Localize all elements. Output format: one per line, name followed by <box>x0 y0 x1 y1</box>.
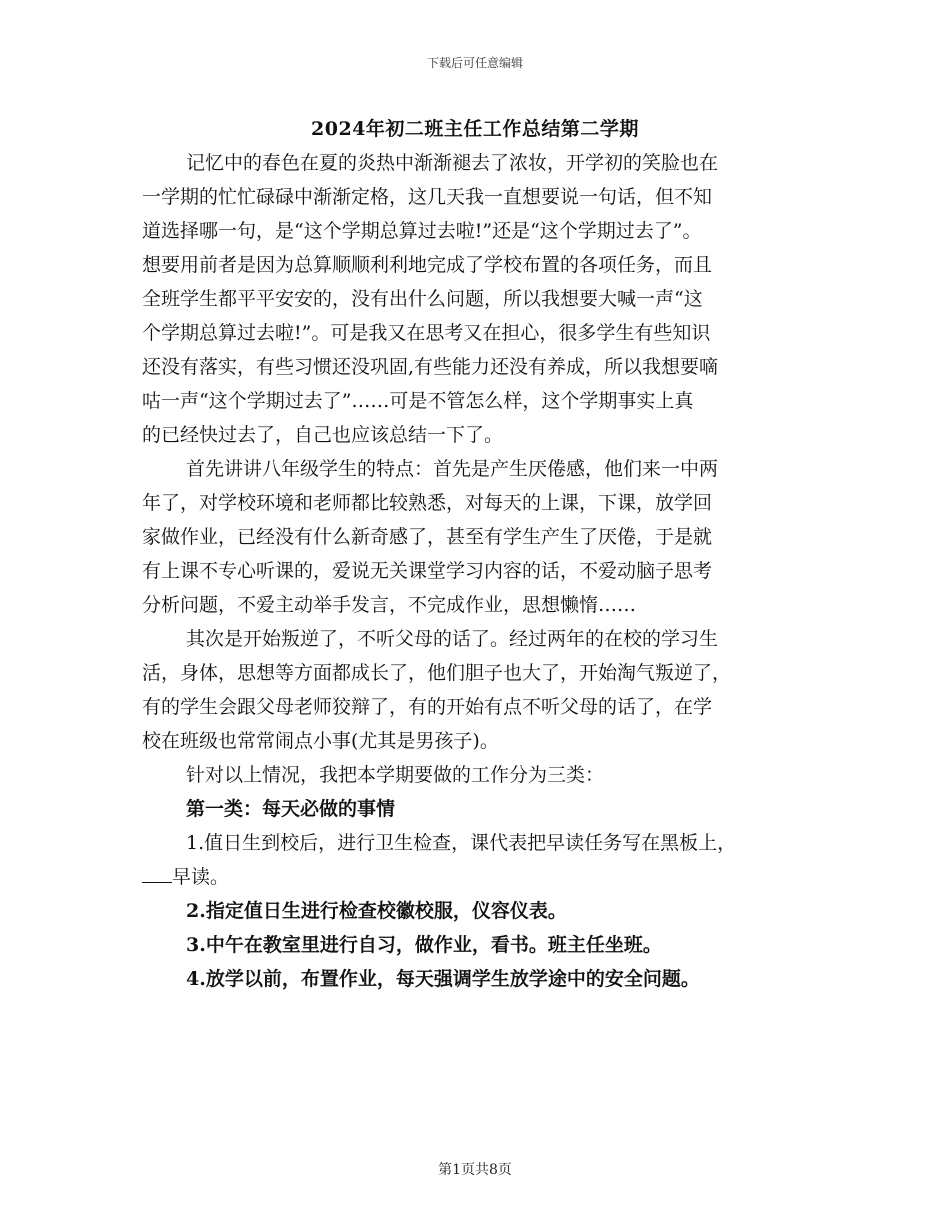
paragraph-line: 首先讲讲八年级学生的特点：首先是产生厌倦感，他们来一中两 <box>186 458 719 480</box>
paragraph-line: 道选择哪一句，是“这个学期总算过去啦!”还是“这个学期过去了”。 <box>142 220 702 242</box>
list-item-text: 早读。 <box>172 866 230 888</box>
paragraph-line: 的已经快过去了，自己也应该总结一下了。 <box>142 424 504 446</box>
list-item: 3.中午在教室里进行自习，做作业，看书。班主任坐班。 <box>186 934 662 956</box>
document-body <box>142 146 814 996</box>
section-heading: 第一类：每天必做的事情 <box>186 798 396 820</box>
paragraph-line: 咕一声“这个学期过去了”……可是不管怎么样，这个学期事实上真 <box>142 390 694 412</box>
paragraph-line: 记忆中的春色在夏的炎热中渐渐褪去了浓妆，开学初的笑脸也在 <box>186 152 719 174</box>
document-title: 2024年初二班主任工作总结第二学期 <box>311 118 639 140</box>
paragraph-line: 活，身体，思想等方面都成长了，他们胆子也大了，开始淘气叛逆了， <box>142 662 732 684</box>
paragraph-line: 分析问题，不爱主动举手发言，不完成作业，思想懒惰…… <box>142 594 637 616</box>
list-item: 4.放学以前，布置作业，每天强调学生放学途中的安全问题。 <box>186 968 700 990</box>
page-number: 第1页共8页 <box>438 1162 512 1178</box>
paragraph-line: 其次是开始叛逆了，不听父母的话了。经过两年的在校的学习生 <box>186 628 719 650</box>
paragraph-line: 家做作业，已经没有什么新奇感了，甚至有学生产生了厌倦，于是就 <box>142 526 713 548</box>
paragraph-line: 个学期总算过去啦!”。可是我又在思考又在担心，很多学生有些知识 <box>142 322 711 344</box>
paragraph-line: 全班学生都平平安安的，没有出什么问题，所以我想要大喊一声“这 <box>142 288 703 310</box>
header-note: 下载后可任意编辑 <box>426 56 523 70</box>
paragraph-line: 有上课不专心听课的，爱说无关课堂学习内容的话，不爱动脑子思考 <box>142 560 713 582</box>
list-item-continuation <box>142 860 814 894</box>
paragraph-line: 一学期的忙忙碌碌中渐渐定格，这几天我一直想要说一句话，但不知 <box>142 186 713 208</box>
paragraph-line: 年了，对学校环境和老师都比较熟悉，对每天的上课，下课，放学回 <box>142 492 713 514</box>
list-item: 2.指定值日生进行检查校徽校服，仪容仪表。 <box>186 900 567 922</box>
paragraph-line: 有的学生会跟父母老师狡辩了，有的开始有点不听父母的话了，在学 <box>142 696 713 718</box>
paragraph-line: 想要用前者是因为总算顺顺利利地完成了学校布置的各项任务，而且 <box>142 254 713 276</box>
paragraph-line: 校在班级也常常闹点小事(尤其是男孩子)。 <box>142 730 499 752</box>
fill-in-blank <box>142 862 172 883</box>
list-item: 1.值日生到校后，进行卫生检查，课代表把早读任务写在黑板上， <box>186 832 737 854</box>
paragraph-line: 还没有落实，有些习惯还没巩固,有些能力还没有养成，所以我想要嘀 <box>142 356 719 378</box>
paragraph-line: 针对以上情况，我把本学期要做的工作分为三类： <box>186 764 605 786</box>
